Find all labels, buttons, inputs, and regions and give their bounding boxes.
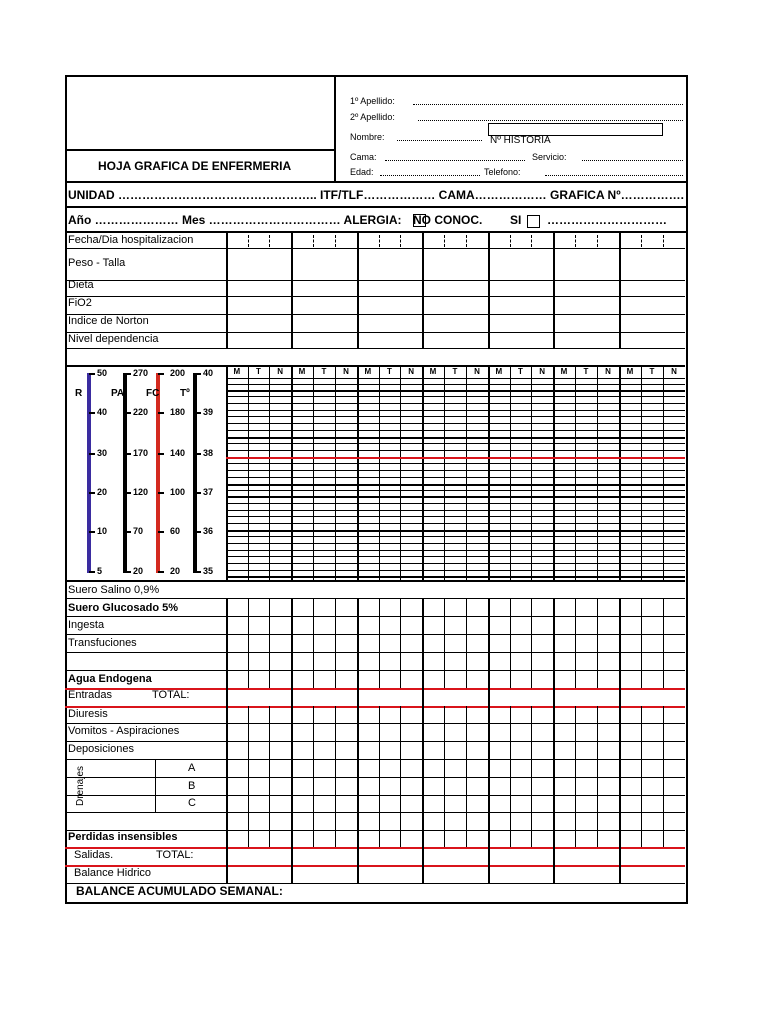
t-tick: 38 xyxy=(203,448,214,458)
fc-scale-bar xyxy=(156,373,160,573)
chart-hline xyxy=(226,463,685,464)
shift-column xyxy=(510,598,511,688)
chart-hline xyxy=(226,437,685,439)
row-entradas: Entradas xyxy=(68,689,113,701)
nombre-label: Nombre: xyxy=(350,132,385,142)
shift-column xyxy=(575,365,576,580)
t-tick: 40 xyxy=(203,368,214,378)
servicio-field[interactable] xyxy=(582,160,683,161)
shift-m: M xyxy=(298,367,306,376)
si-label: SI xyxy=(510,213,522,227)
shift-column xyxy=(335,365,336,580)
grid-hline xyxy=(65,248,685,249)
day-column xyxy=(226,598,228,883)
pa-tick: 120 xyxy=(133,487,149,497)
shift-n: N xyxy=(277,367,284,376)
shift-column xyxy=(269,706,270,847)
header-divider xyxy=(334,75,336,181)
pa-tick: 170 xyxy=(133,448,149,458)
r-tick: 50 xyxy=(97,368,108,378)
day-column xyxy=(226,365,228,580)
lower-hline xyxy=(65,598,685,599)
drenaje-c: C xyxy=(188,797,196,809)
day-column xyxy=(488,231,490,348)
chart-hline xyxy=(226,410,685,411)
lower-hline xyxy=(65,706,685,708)
chart-hline xyxy=(226,384,685,385)
shift-m: M xyxy=(626,367,634,376)
chart-hline xyxy=(226,530,685,532)
row-diuresis: Diuresis xyxy=(68,708,108,720)
pa-tick-mark xyxy=(125,453,131,455)
shift-column xyxy=(248,598,249,688)
historia-label: Nº HISTORIA xyxy=(490,135,551,146)
row-norton: Indice de Norton xyxy=(68,315,149,327)
r-tick: 20 xyxy=(97,487,108,497)
shift-column xyxy=(663,365,664,580)
lower-hline xyxy=(65,777,685,778)
fc-tick-mark xyxy=(158,492,164,494)
shift-column xyxy=(379,706,380,847)
lower-hline xyxy=(65,795,685,796)
shift-column xyxy=(313,365,314,580)
shift-m: M xyxy=(364,367,372,376)
shift-column xyxy=(444,365,445,580)
row-suero-salino: Suero Salino 0,9% xyxy=(68,584,160,596)
shift-column xyxy=(531,365,532,580)
shift-column xyxy=(248,706,249,847)
pa-tick-mark xyxy=(125,492,131,494)
shift-column xyxy=(531,706,532,847)
r-tick-mark xyxy=(89,373,95,375)
drenajes-divider xyxy=(155,759,156,812)
day-column xyxy=(291,365,293,580)
shift-column xyxy=(335,598,336,688)
chart-hline xyxy=(226,563,685,564)
chart-hline xyxy=(226,503,685,504)
r-tick-mark xyxy=(89,412,95,414)
shift-column xyxy=(597,598,598,688)
shift-column xyxy=(379,365,380,580)
fecha-dash xyxy=(597,235,598,247)
day-column xyxy=(422,598,424,883)
ano-bottom-rule xyxy=(65,231,686,233)
servicio-label: Servicio: xyxy=(532,152,567,162)
day-column xyxy=(357,365,359,580)
fc-tick-mark xyxy=(158,412,164,414)
r-tick-mark xyxy=(89,571,95,573)
fc-tick-mark xyxy=(158,453,164,455)
t-tick: 37 xyxy=(203,487,214,497)
grid-hline xyxy=(65,280,685,281)
t-tick-mark xyxy=(195,412,201,414)
row-nivel: Nivel dependencia xyxy=(68,333,159,345)
shift-t: T xyxy=(583,367,589,376)
lower-hline xyxy=(65,812,685,813)
shift-n: N xyxy=(671,367,677,376)
chart-hline xyxy=(226,390,685,392)
drenaje-b: B xyxy=(188,780,196,792)
shift-t: T xyxy=(649,367,655,376)
title-top-rule xyxy=(65,149,335,151)
day-column xyxy=(488,598,490,883)
grid-hline xyxy=(65,348,685,349)
r-tick-mark xyxy=(89,453,95,455)
pa-tick: 270 xyxy=(133,368,149,378)
shift-n: N xyxy=(408,367,415,376)
t-tick: 35 xyxy=(203,566,214,576)
telefono-field[interactable] xyxy=(545,175,683,176)
shift-column xyxy=(597,365,598,580)
scale-fc-label: FC xyxy=(146,388,160,399)
r-tick-mark xyxy=(89,492,95,494)
shift-column xyxy=(466,365,467,580)
row-ingesta: Ingesta xyxy=(68,619,105,631)
unidad-line: UNIDAD ………………………………………….. ITF/TLF……………… CAMA……………… GRAFICA Nº……………. xyxy=(68,188,684,202)
chart-hline xyxy=(226,403,685,404)
lower-hline xyxy=(65,670,685,671)
row-entradas-total: TOTAL: xyxy=(152,689,190,701)
row-perdidas: Perdidas insensibles xyxy=(68,831,178,843)
row-peso: Peso - Talla xyxy=(68,257,126,269)
shift-column xyxy=(466,598,467,688)
fecha-dash xyxy=(531,235,532,247)
pa-tick-mark xyxy=(125,571,131,573)
chart-hline xyxy=(226,576,685,578)
form-title: HOJA GRAFICA DE ENFERMERIA xyxy=(98,159,292,173)
row-agua-endogena: Agua Endogena xyxy=(68,673,152,685)
cama-field[interactable] xyxy=(385,160,525,161)
t-tick-mark xyxy=(195,492,201,494)
day-column xyxy=(553,598,555,883)
unidad-bottom-rule xyxy=(65,206,686,208)
edad-field[interactable] xyxy=(380,175,480,176)
apellido2-label: 2º Apellido: xyxy=(350,112,395,122)
cama-label: Cama: xyxy=(350,152,377,162)
shift-m: M xyxy=(233,367,241,376)
day-column xyxy=(291,598,293,883)
t-tick: 36 xyxy=(203,526,214,536)
pa-tick: 220 xyxy=(133,407,149,417)
lower-hline xyxy=(65,616,685,617)
chart-hline xyxy=(226,416,685,417)
fecha-dash xyxy=(466,235,467,247)
scale-pa-label: PA xyxy=(111,388,125,399)
row-balance: Balance Hidrico xyxy=(74,867,152,879)
t-tick-mark xyxy=(195,373,201,375)
r-tick: 40 xyxy=(97,407,108,417)
shift-column xyxy=(269,365,270,580)
fecha-dash xyxy=(510,235,511,247)
nombre-field[interactable] xyxy=(397,140,482,141)
fc-tick: 200 xyxy=(170,368,186,378)
shift-column xyxy=(641,365,642,580)
shift-column xyxy=(269,598,270,688)
day-column xyxy=(553,365,555,580)
si-checkbox[interactable] xyxy=(527,215,540,228)
fecha-dash xyxy=(400,235,401,247)
chart-hline xyxy=(226,536,685,537)
lower-hline xyxy=(65,759,685,760)
fecha-dash xyxy=(663,235,664,247)
apellido1-label: 1º Apellido: xyxy=(350,96,395,106)
label-column xyxy=(226,231,228,348)
day-column xyxy=(291,231,293,348)
chart-hline xyxy=(226,550,685,551)
shift-column xyxy=(641,598,642,688)
pa-tick-mark xyxy=(125,531,131,533)
chart-hline xyxy=(226,490,685,491)
shift-column xyxy=(444,706,445,847)
shift-column xyxy=(575,706,576,847)
balance-acumulado: BALANCE ACUMULADO SEMANAL: xyxy=(76,884,283,898)
chart-hline xyxy=(226,543,685,544)
row-fio2: FiO2 xyxy=(68,297,92,309)
shift-m: M xyxy=(495,367,503,376)
chart-hline xyxy=(226,423,685,424)
fecha-dash xyxy=(575,235,576,247)
chart-hline xyxy=(226,496,685,498)
chart-hline xyxy=(226,516,685,517)
chart-top xyxy=(65,365,685,367)
day-column xyxy=(422,365,424,580)
chart-hline xyxy=(226,470,685,471)
lower-hline xyxy=(65,723,685,724)
shift-column xyxy=(466,706,467,847)
pa-tick: 70 xyxy=(133,526,144,536)
row-vomitos: Vomitos - Aspiraciones xyxy=(68,725,180,737)
shift-column xyxy=(575,598,576,688)
pa-tick-mark xyxy=(125,412,131,414)
chart-hline xyxy=(226,570,685,571)
shift-n: N xyxy=(474,367,480,376)
fc-tick: 100 xyxy=(170,487,186,497)
shift-m: M xyxy=(560,367,568,376)
shift-t: T xyxy=(518,367,523,376)
shift-t: T xyxy=(387,367,392,376)
row-salidas-total: TOTAL: xyxy=(156,849,194,861)
t-tick-mark xyxy=(195,453,201,455)
apellido1-field[interactable] xyxy=(413,104,683,105)
shift-column xyxy=(313,706,314,847)
fecha-dash xyxy=(269,235,270,247)
scale-r-label: R xyxy=(75,388,83,399)
shift-column xyxy=(400,706,401,847)
fecha-dash xyxy=(248,235,249,247)
row-fecha: Fecha/Dia hospitalizacion xyxy=(68,234,194,246)
chart-hline xyxy=(226,477,685,478)
shift-n: N xyxy=(605,367,611,376)
fc-tick: 180 xyxy=(170,407,186,417)
day-column xyxy=(357,598,359,883)
r-tick: 10 xyxy=(97,526,108,536)
grid-hline xyxy=(65,296,685,297)
pa-tick-mark xyxy=(125,373,131,375)
pa-tick: 20 xyxy=(133,566,144,576)
shift-column xyxy=(597,706,598,847)
fecha-dash xyxy=(444,235,445,247)
apellido2-field[interactable] xyxy=(418,120,683,121)
shift-t: T xyxy=(452,367,458,376)
shift-column xyxy=(379,598,380,688)
edad-label: Edad: xyxy=(350,167,374,177)
fever-line xyxy=(226,457,685,459)
fc-tick-mark xyxy=(158,571,164,573)
shift-column xyxy=(531,598,532,688)
shift-column xyxy=(510,365,511,580)
fc-tick: 20 xyxy=(170,566,181,576)
header-bottom-rule xyxy=(65,181,686,183)
noconoc-label: NO CONOC. xyxy=(413,213,483,227)
ano-mes-alergia: Año ………………… Mes …………………………… ALERGIA: xyxy=(68,213,402,227)
row-deposiciones: Deposiciones xyxy=(68,743,135,755)
fc-tick-mark xyxy=(158,373,164,375)
row-dieta: Dieta xyxy=(68,279,94,291)
shift-column xyxy=(248,365,249,580)
chart-hline xyxy=(226,378,685,379)
shift-column xyxy=(510,706,511,847)
row-salidas: Salidas. xyxy=(74,849,114,861)
day-column xyxy=(488,365,490,580)
shift-column xyxy=(400,598,401,688)
shift-column xyxy=(444,598,445,688)
fc-tick: 60 xyxy=(170,526,181,536)
day-column xyxy=(619,598,621,883)
lower-hline xyxy=(65,652,685,653)
t-scale-bar xyxy=(193,373,197,573)
shift-column xyxy=(313,598,314,688)
r-tick: 5 xyxy=(97,566,103,576)
shift-t: T xyxy=(321,367,327,376)
day-column xyxy=(553,231,555,348)
row-drenajes: Drenajes xyxy=(75,765,86,807)
chart-bottom xyxy=(65,580,685,582)
r-tick: 30 xyxy=(97,448,108,458)
day-column xyxy=(357,231,359,348)
shift-t: T xyxy=(256,367,261,376)
row-suero-glucosado: Suero Glucosado 5% xyxy=(68,602,179,614)
fecha-dash xyxy=(313,235,314,247)
shift-column xyxy=(641,706,642,847)
chart-hline xyxy=(226,450,685,451)
chart-hline xyxy=(226,396,685,397)
drenaje-a: A xyxy=(188,762,196,774)
row-transfusiones: Transfuciones xyxy=(68,637,137,649)
shift-column xyxy=(663,598,664,688)
fc-tick-mark xyxy=(158,531,164,533)
lower-hline xyxy=(65,741,685,742)
chart-hline xyxy=(226,510,685,511)
lower-hline xyxy=(65,634,685,635)
shift-column xyxy=(663,706,664,847)
chart-hline xyxy=(226,430,685,431)
telefono-label: Telefono: xyxy=(484,167,521,177)
fecha-dash xyxy=(379,235,380,247)
t-tick-mark xyxy=(195,571,201,573)
fecha-dash xyxy=(335,235,336,247)
shift-column xyxy=(335,706,336,847)
day-column xyxy=(619,365,621,580)
shift-m: M xyxy=(429,367,437,376)
r-scale-bar xyxy=(87,373,91,573)
scale-t-label: Tº xyxy=(180,388,190,399)
fecha-dash xyxy=(641,235,642,247)
si-dots: ………………………… xyxy=(547,213,667,227)
chart-hline xyxy=(226,556,685,557)
t-tick-mark xyxy=(195,531,201,533)
pa-scale-bar xyxy=(123,373,127,573)
r-tick-mark xyxy=(89,531,95,533)
chart-hline xyxy=(226,443,685,444)
day-column xyxy=(422,231,424,348)
shift-n: N xyxy=(539,367,546,376)
t-tick: 39 xyxy=(203,407,214,417)
grid-hline xyxy=(65,314,685,315)
chart-hline xyxy=(226,484,685,486)
chart-hline xyxy=(226,523,685,524)
shift-n: N xyxy=(343,367,349,376)
lower-hline xyxy=(65,865,685,867)
shift-column xyxy=(400,365,401,580)
day-column xyxy=(619,231,621,348)
fc-tick: 140 xyxy=(170,448,186,458)
